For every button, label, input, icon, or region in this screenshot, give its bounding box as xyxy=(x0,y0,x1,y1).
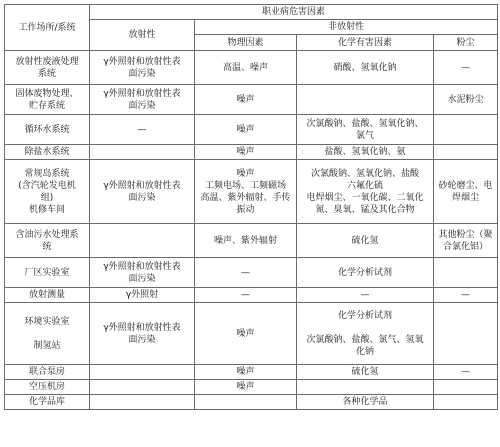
cell-chemical: 硫化氢 xyxy=(297,365,434,380)
cell-physical: 高温、噪声 xyxy=(195,51,297,85)
cell-source: 联合泵房 xyxy=(5,365,90,380)
table-row xyxy=(5,365,498,380)
cell-radioactivity: — xyxy=(90,115,195,145)
table-row xyxy=(5,303,498,365)
cell-physical: 噪声 xyxy=(195,145,297,160)
cell-physical: 噪声 xyxy=(195,380,297,395)
cell-radioactivity: γ外照射 xyxy=(90,288,195,303)
cell-chemical: 盐酸、氢氧化钠、氨 xyxy=(297,145,434,160)
header-radioactivity: 放射性 xyxy=(90,20,195,51)
header-dust: 粉尘 xyxy=(434,35,498,51)
cell-chemical xyxy=(297,380,434,395)
cell-source: 环境实验室 制氢站 xyxy=(5,303,90,365)
cell-chemical: 次氯酸钠、氢氧化钠、盐酸 六氟化硫 电焊烟尘、一氧化碳、二氧化 氮、臭氧、锰及其化合物 xyxy=(297,160,434,224)
table-row xyxy=(5,145,498,160)
cell-chemical: 各种化学品 xyxy=(297,395,434,410)
table-row xyxy=(5,258,498,288)
cell-source: 放射测量 xyxy=(5,288,90,303)
table-row xyxy=(5,224,498,258)
cell-dust: — xyxy=(434,51,498,85)
cell-physical: 噪声 xyxy=(195,365,297,380)
header-source: 工作场所/系统 xyxy=(5,5,90,51)
cell-radioactivity xyxy=(90,224,195,258)
header-physical: 物理因素 xyxy=(195,35,297,51)
cell-dust xyxy=(434,145,498,160)
cell-dust: — xyxy=(434,288,498,303)
cell-radioactivity xyxy=(90,395,195,410)
cell-chemical: 硝酸、氢氧化钠 xyxy=(297,51,434,85)
table-row xyxy=(5,51,498,85)
cell-dust xyxy=(434,380,498,395)
table-row xyxy=(5,115,498,145)
table-row xyxy=(5,288,498,303)
cell-source: 化学品库 xyxy=(5,395,90,410)
cell-source: 循环水系统 xyxy=(5,115,90,145)
cell-source: 含油污水处理系 统 xyxy=(5,224,90,258)
cell-physical xyxy=(195,395,297,410)
cell-dust: — xyxy=(434,365,498,380)
cell-dust xyxy=(434,258,498,288)
cell-physical: — xyxy=(195,288,297,303)
cell-dust xyxy=(434,303,498,365)
cell-source: 除盐水系统 xyxy=(5,145,90,160)
cell-chemical: 化学分析试剂 次氯酸钠、盐酸、氯气、氢氧 化钠 xyxy=(297,303,434,365)
cell-chemical xyxy=(297,85,434,115)
cell-physical: 噪声 xyxy=(195,85,297,115)
cell-source: 空压机房 xyxy=(5,380,90,395)
cell-radioactivity: γ外照射和放射性表 面污染 xyxy=(90,303,195,365)
cell-radioactivity: γ外照射和放射性表 面污染 xyxy=(90,258,195,288)
cell-radioactivity: γ外照射和放射性表 面污染 xyxy=(90,85,195,115)
cell-radioactivity: γ外照射和放射性表 面污染 xyxy=(90,51,195,85)
occupational-hazard-table xyxy=(4,4,498,410)
cell-source: 固体废物处理、 贮存系统 xyxy=(5,85,90,115)
cell-dust xyxy=(434,395,498,410)
cell-source: 厂区实验室 xyxy=(5,258,90,288)
table-row xyxy=(5,160,498,224)
cell-radioactivity xyxy=(90,145,195,160)
cell-chemical: 次氯酸钠、盐酸、氢氧化钠、 氯气 xyxy=(297,115,434,145)
cell-radioactivity: γ外照射和放射性表 面污染 xyxy=(90,160,195,224)
cell-radioactivity xyxy=(90,365,195,380)
cell-physical: — xyxy=(195,258,297,288)
cell-chemical: 化学分析试剂 xyxy=(297,258,434,288)
cell-dust xyxy=(434,115,498,145)
table-row xyxy=(5,85,498,115)
cell-source: 常规岛系统 (含汽轮发电机 组) 机修车间 xyxy=(5,160,90,224)
cell-physical: 噪声、紫外辐射 xyxy=(195,224,297,258)
cell-physical: 噪声 xyxy=(195,115,297,145)
cell-radioactivity xyxy=(90,380,195,395)
table-row xyxy=(5,395,498,410)
cell-dust: 水泥粉尘 xyxy=(434,85,498,115)
cell-source: 放射性废液处理 系统 xyxy=(5,51,90,85)
header-non-radioactive: 非放射性 xyxy=(195,20,498,35)
cell-chemical: — xyxy=(297,288,434,303)
cell-physical: 噪声 工频电场、工频磁场 高温、紫外辐射、手传 振动 xyxy=(195,160,297,224)
header-row-1 xyxy=(5,5,498,20)
header-occupational-hazards: 职业病危害因素 xyxy=(90,5,498,20)
table-row xyxy=(5,380,498,395)
cell-dust: 砂轮磨尘、电 焊烟尘 xyxy=(434,160,498,224)
cell-dust: 其他粉尘（聚 合氯化铝） xyxy=(434,224,498,258)
header-chemical: 化学有害因素 xyxy=(297,35,434,51)
cell-physical: 噪声 xyxy=(195,303,297,365)
cell-chemical: 硫化氢 xyxy=(297,224,434,258)
